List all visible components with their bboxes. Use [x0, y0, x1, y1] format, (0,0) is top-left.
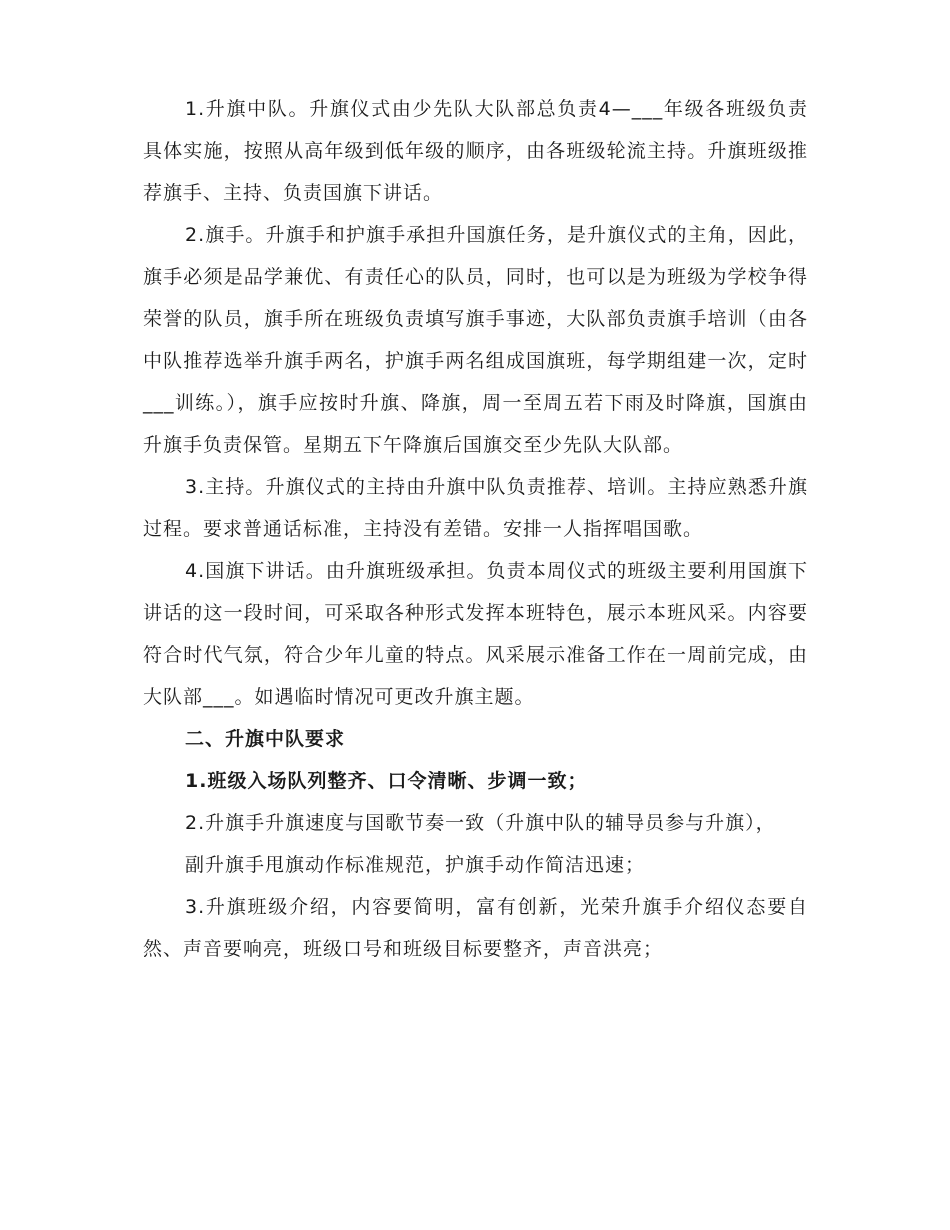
paragraph-flag-bearer: 2.旗手。升旗手和护旗手承担升国旗任务，是升旗仪式的主角，因此，旗手必须是品学兼优、有责任心的队员，同时，也可以是为班级为学校争得荣誉的队员，旗手所在班级负责填写旗手事迹，大队部负责旗手培训（由各中队推荐选举升旗手两名，护旗手两名组成国旗班，每学期组建一次，定时___训练。），旗手应按时升旗、降旗，周一至周五若下雨及时降旗，国旗由升旗手负责保管。星期五下午降旗后国旗交至少先队大队部。 [143, 224, 808, 456]
requirement-3: 3.升旗班级介绍，内容要简明，富有创新，光荣升旗手介绍仪态要自然、声音要响亮，班级口号和班级目标要整齐，声音洪亮； [143, 896, 808, 960]
paragraph-host: 3.主持。升旗仪式的主持由升旗中队负责推荐、培训。主持应熟悉升旗过程。要求普通话标准，主持没有差错。安排一人指挥唱国歌。 [143, 476, 808, 540]
requirement-2-continued: 副升旗手甩旗动作标准规范，护旗手动作简洁迅速； [185, 854, 646, 876]
requirement-2: 2.升旗手升旗速度与国歌节奏一致（升旗中队的辅导员参与升旗）， [185, 812, 776, 834]
document-page [143, 88, 808, 970]
paragraph-flag-squadron: 1.升旗中队。升旗仪式由少先队大队部总负责4—___年级各班级负责具体实施，按照从高年级到低年级的顺序，由各班级轮流主持。升旗班级推荐旗手、主持、负责国旗下讲话。 [143, 98, 808, 204]
requirement-1: 1.班级入场队列整齐、口令清晰、步调一致； [185, 770, 588, 792]
section-heading: 二、升旗中队要求 [185, 728, 346, 750]
paragraph-flag-speech: 4.国旗下讲话。由升旗班级承担。负责本周仪式的班级主要利用国旗下讲话的这一段时间，可采取各种形式发挥本班特色，展示本班风采。内容要符合时代气氛，符合少年儿童的特点。风采展示准备工作在一周前完成，由大队部___。如遇临时情况可更改升旗主题。 [143, 560, 808, 708]
